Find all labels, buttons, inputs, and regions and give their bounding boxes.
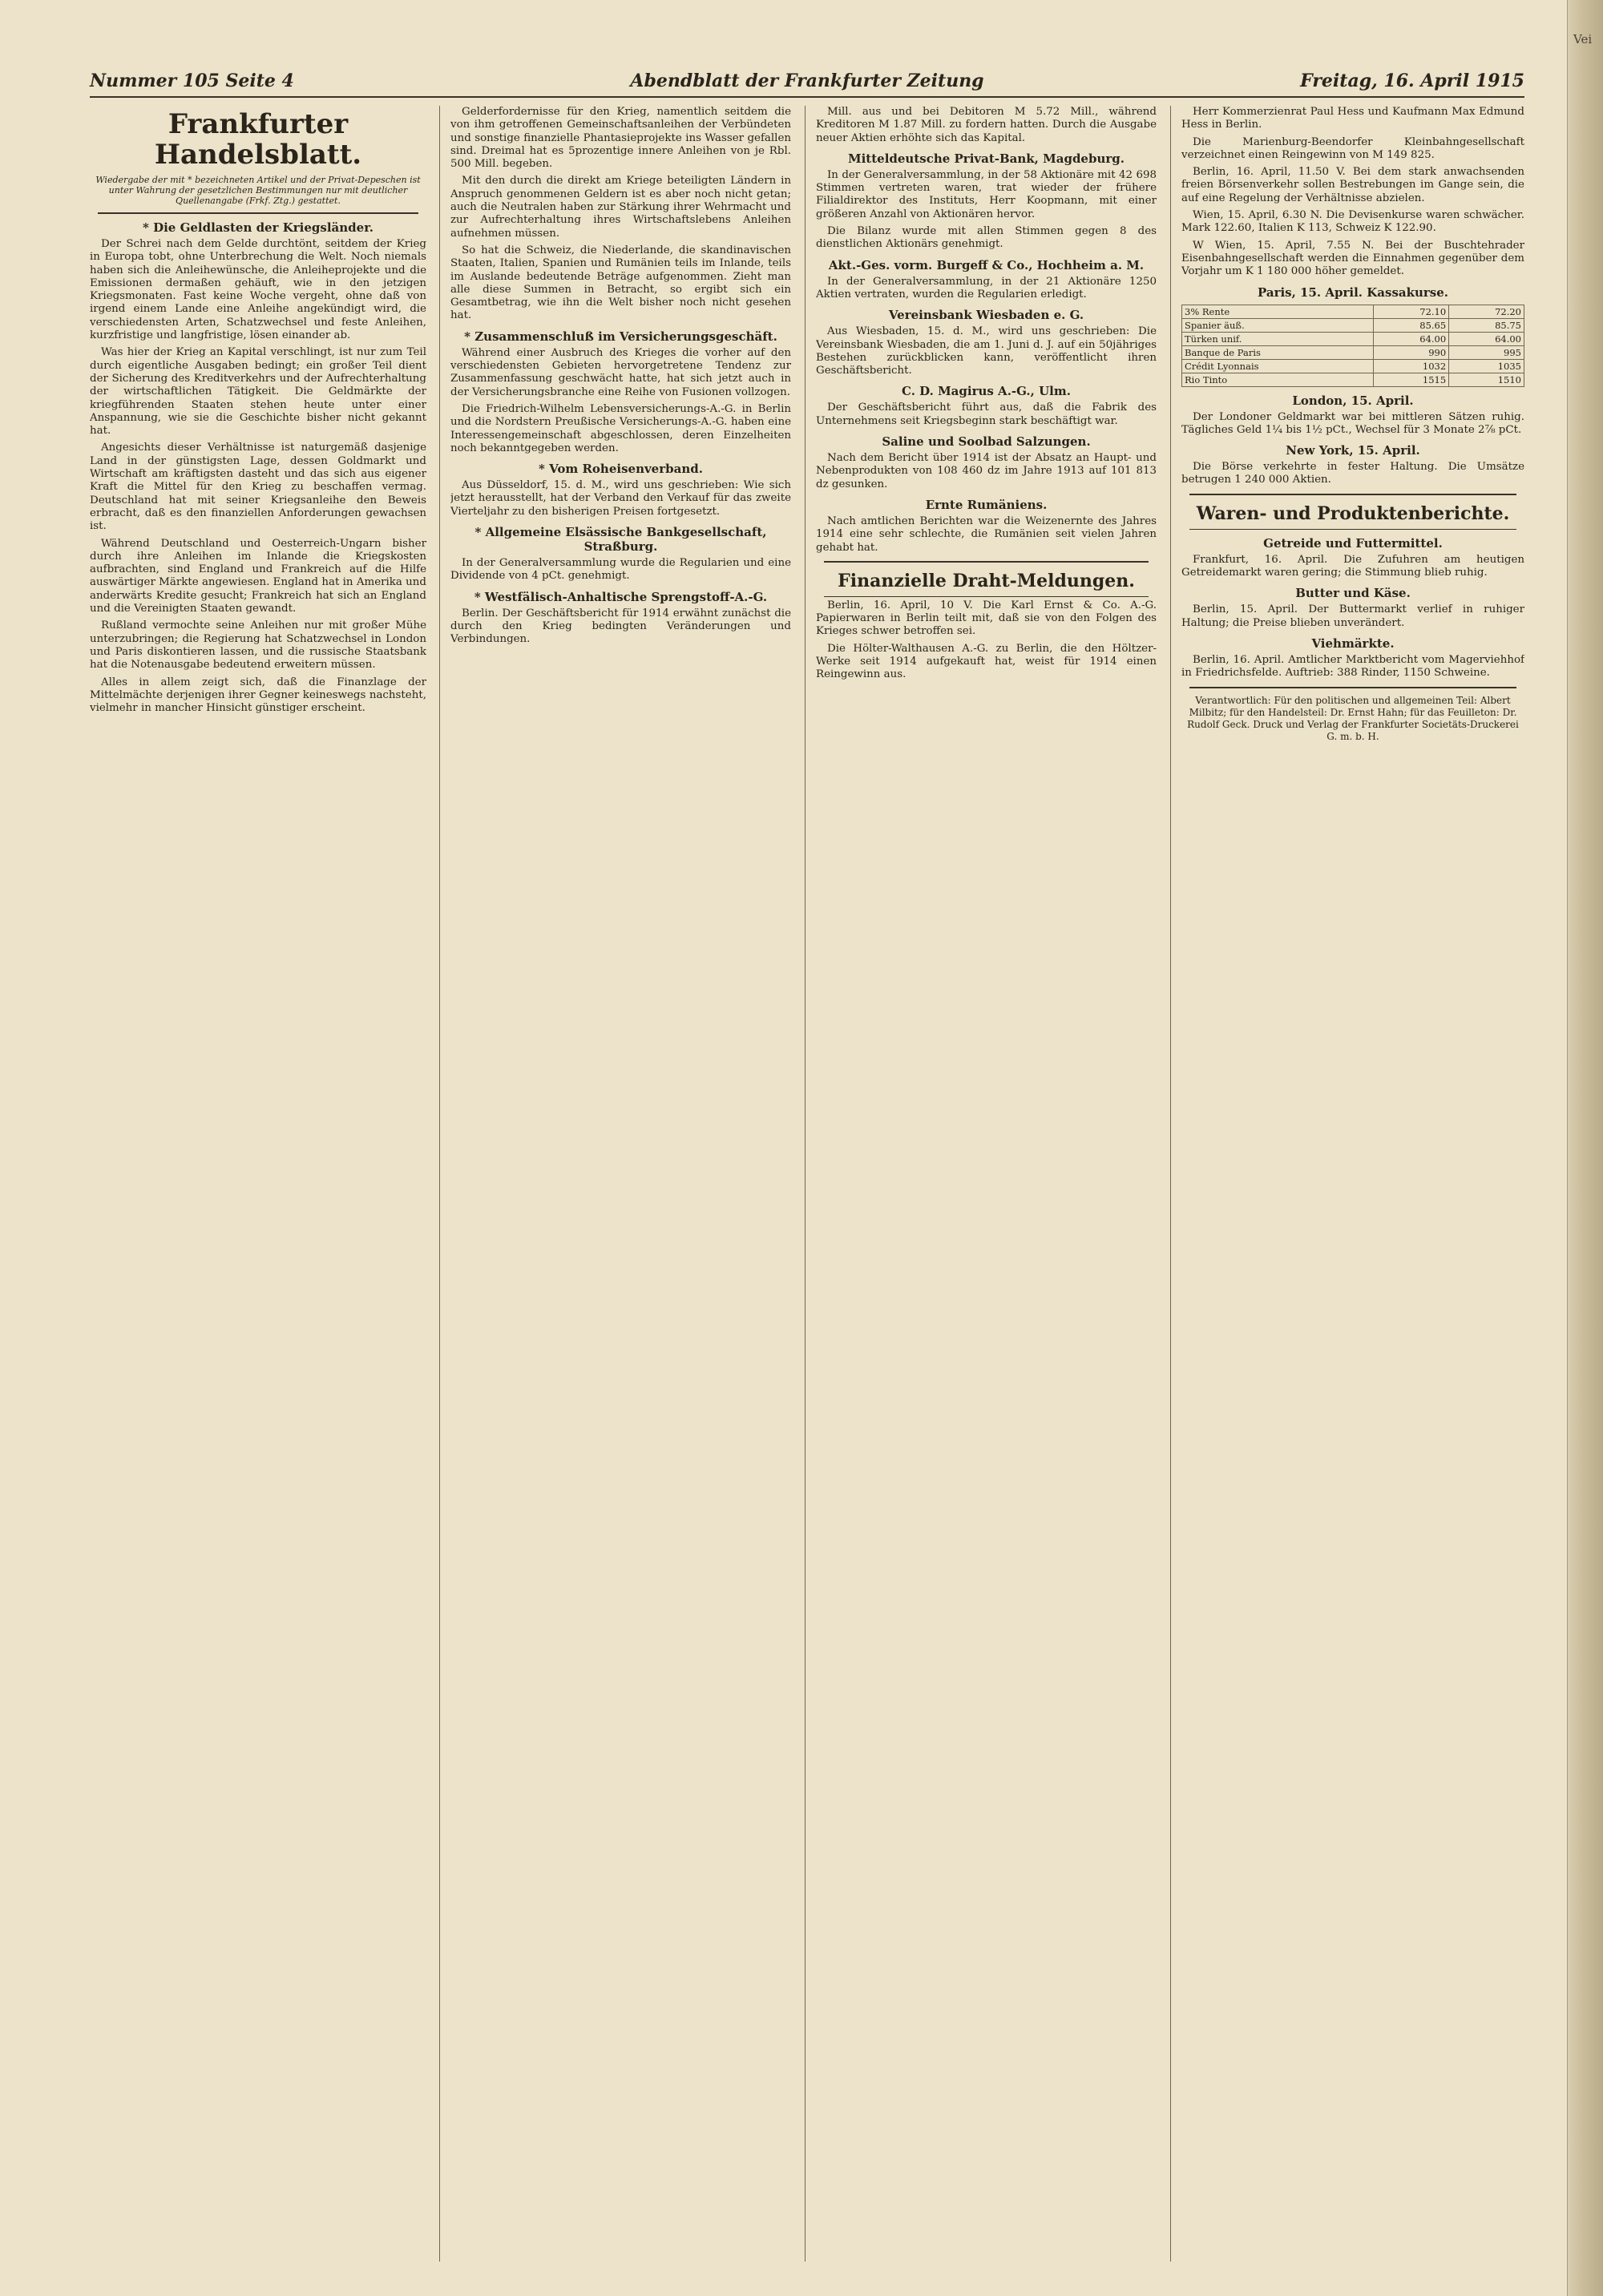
paragraph: W Wien, 15. April, 7.55 N. Bei der Buschtehrader Eisenbahngesellschaft werden die Einnahmen gegenüber dem Vorjahr um K 1 180 000 höher gemeldet. xyxy=(1181,239,1524,278)
table-cell: 1510 xyxy=(1449,373,1524,386)
table-row xyxy=(1182,332,1524,345)
table-cell: 85.65 xyxy=(1374,318,1449,332)
notice-text: Frankfurt, 16. April. Die Zufuhren am heutigen Getreidemarkt waren gering; die Stimmung blieb ruhig. xyxy=(1181,553,1524,579)
notice-heading: Mitteldeutsche Privat-Bank, Magdeburg. xyxy=(848,151,1125,166)
notice-text: Aus Düsseldorf, 15. d. M., wird uns geschrieben: Wie sich jetzt herausstellt, hat der Verband den Verkauf für das zweite Vierteljahr zu den bisherigen Preisen fortgesetzt. xyxy=(450,479,791,518)
paragraph: Der Schrei nach dem Gelde durchtönt, seitdem der Krieg in Europa tobt, ohne Unterbrechung die Welt. Noch niemals haben sich die Anleihewünsche, die Anleiheprojekte und die Emissionen dermaßen gehäuft, wie in den jetzigen Kriegsmonaten. Fast keine Woche vergeht, ohne daß von irgend einem Lande eine Anleihe angekündigt wird, die verschiedensten Arten, Schatzwechsel und feste Anleihen, kurzfristige und langfristige, lösen einander ab. xyxy=(90,238,426,342)
paragraph: So hat die Schweiz, die Niederlande, die skandinavischen Staaten, Italien, Spanien und Rumänien teils im Inlande, teils im Auslande bedeutende Beträge aufgenommen. Zieht man alle diese Summen in Betracht, so ergibt sich ein Gesamtbetrag, wie ihn die Welt bisher noch nicht gesehen hat. xyxy=(450,244,791,322)
telegram: Die Hölter-Walthausen A.-G. zu Berlin, die den Höltzer-Werke seit 1914 aufgekauft hat, weist für 1914 einen Reingewinn aus. xyxy=(816,642,1157,681)
notice-text: In der Generalversammlung, in der 21 Aktionäre 1250 Aktien vertraten, wurden die Regularien erledigt. xyxy=(816,275,1157,301)
notice-text: In der Generalversammlung wurde die Regularien und eine Dividende von 4 pCt. genehmigt. xyxy=(450,557,791,583)
reprint-note: Wiedergabe der mit * bezeichneten Artikel und der Privat-Depeschen ist unter Wahrung der gesetzlichen Bestimmungen nur mit deutlicher Quellenangabe (Frkf. Ztg.) gestattet. xyxy=(95,175,421,206)
notice-heading: Akt.-Ges. vorm. Burgeff & Co., Hochheim a. M. xyxy=(828,257,1145,272)
paragraph: Die Bilanz wurde mit allen Stimmen gegen 8 des dienstlichen Aktionärs genehmigt. xyxy=(816,225,1157,251)
divider xyxy=(1189,687,1516,688)
table-row xyxy=(1182,318,1524,332)
notice-text: Die Börse verkehrte in fester Haltung. Die Umsätze betrugen 1 240 000 Aktien. xyxy=(1181,461,1524,486)
page-gutter xyxy=(1567,0,1603,2296)
paragraph: Was hier der Krieg an Kapital verschlingt, ist nur zum Teil durch eigentliche Ausgaben bedingt; ein großer Teil dient der Sicherung des Kreditverkehrs und der Aufrechterhaltung der wirtschaftlichen Tätigkeit. Die Geldmärkte der kriegführenden Staaten stehen heute unter einer Anspannung, wie sie die Geschichte bisher nicht gekannt hat. xyxy=(90,346,426,438)
notice-heading: * Westfälisch-Anhaltische Sprengstoff-A.-G. xyxy=(474,589,768,604)
telegram: Berlin, 16. April, 10 V. Die Karl Ernst & Co. A.-G. Papierwaren in Berlin teilt mit, daß sie von den Folgen des Krieges schwer betroffen sei. xyxy=(816,599,1157,638)
notice-text: Berlin, 15. April. Der Buttermarkt verlief in ruhiger Haltung; die Preise blieben unverändert. xyxy=(1181,603,1524,629)
column-rule xyxy=(1170,106,1171,2262)
notice-heading: Butter und Käse. xyxy=(1295,586,1411,601)
notice-text: Der Geschäftsbericht führt aus, daß die Fabrik des Unternehmens seit Kriegsbeginn stark beschäftigt war. xyxy=(816,401,1157,427)
column-rule xyxy=(439,106,440,2262)
article-heading: * Zusammenschluß im Versicherungsgeschäft. xyxy=(464,329,777,344)
notice-text: Aus Wiesbaden, 15. d. M., wird uns geschrieben: Die Vereinsbank Wiesbaden, die am 1. Juni d. J. auf ein 50jähriges Bestehen zurückblicken kann, veröffentlicht ihren Geschäftsbericht. xyxy=(816,325,1157,377)
notice-heading: * Allgemeine Elsässische Bankgesellschaft, Straßburg. xyxy=(474,525,767,555)
column-4 xyxy=(1181,106,1524,2262)
notice-text: Berlin. Der Geschäftsbericht für 1914 erwähnt zunächst die durch den Krieg bedingten Veränderungen und Verbindungen. xyxy=(450,607,791,646)
divider xyxy=(1189,494,1516,495)
paragraph: Wien, 15. April, 6.30 N. Die Devisenkurse waren schwächer. Mark 122.60, Italien K 113, Schweiz K 122.90. xyxy=(1181,209,1524,235)
table-row xyxy=(1182,359,1524,373)
paragraph: Rußland vermochte seine Anleihen nur mit großer Mühe unterzubringen; die Regierung hat Schatzwechsel in London und Paris diskontieren lassen, und die russische Staatsbank hat die Notenausgabe bedeutend erweitern müssen. xyxy=(90,619,426,672)
notice-heading: London, 15. April. xyxy=(1292,393,1414,408)
notice-text: Berlin, 16. April. Amtlicher Marktbericht vom Magerviehhof in Friedrichsfelde. Auftrieb: 388 Rinder, 1150 Schweine. xyxy=(1181,653,1524,680)
paragraph: Die Friedrich-Wilhelm Lebensversicherungs-A.-G. in Berlin und die Nordstern Preußische Versicherungs-A.-G. haben eine Interessengemeinschaft abgeschlossen, deren Einzelheiten noch bekanntgegeben werden. xyxy=(450,402,791,454)
table-cell: 1032 xyxy=(1374,359,1449,373)
paris-rates-table xyxy=(1181,305,1524,387)
paragraph: Gelderfordernisse für den Krieg, namentlich seitdem die von ihm getroffenen Gemeinschaftsanleihen der Verbündeten und sonstige finanzielle Phantasieprojekte ins Wasser gefallen sind. Dreimal hat es 5prozentige innere Anleihen von je Rbl. 500 Mill. begeben. xyxy=(450,106,791,171)
notice-text: Nach amtlichen Berichten war die Weizenernte des Jahres 1914 eine sehr schlechte, die Rumänien seit vielen Jahren gehabt hat. xyxy=(816,514,1157,554)
paragraph: Mill. aus und bei Debitoren M 5.72 Mill., während Kreditoren M 1.87 Mill. zu fordern hatten. Durch die Ausgabe neuer Aktien erhöhte sich das Kapital. xyxy=(816,106,1157,144)
next-page-edge-text: Vei xyxy=(1573,32,1593,46)
notice-text: Der Londoner Geldmarkt war bei mittleren Sätzen ruhig. Tägliches Geld 1¼ bis 1½ pCt., Wechsel für 3 Monate 2⅞ pCt. xyxy=(1181,410,1524,436)
table-cell: Rio Tinto xyxy=(1182,373,1374,386)
rates-heading: Paris, 15. April. Kassakurse. xyxy=(1257,284,1449,300)
notice-heading: Vereinsbank Wiesbaden e. G. xyxy=(888,308,1084,323)
notice-text: Nach dem Bericht über 1914 ist der Absatz an Haupt- und Nebenprodukten von 108 460 dz im Jahre 1913 auf 101 813 dz gesunken. xyxy=(816,452,1157,490)
notice-heading: Saline und Soolbad Salzungen. xyxy=(882,434,1091,450)
table-cell: Banque de Paris xyxy=(1182,345,1374,359)
paragraph: Während einer Ausbruch des Krieges die vorher auf den verschiedensten Gebieten hervorgetretene Tendenz zur Zusammenfassung geschwächt hatte, hat sich jetzt auch in der Versicherungsbranche eine Reihe von Fusionen vollzogen. xyxy=(450,346,791,398)
notice-text: In der Generalversammlung, in der 58 Aktionäre mit 42 698 Stimmen vertreten waren, trat wieder der frühere Filialdirektor des Instituts, Herr Koopmann, mit einer größeren Anzahl von Aktionären hervor. xyxy=(816,168,1157,220)
column-3 xyxy=(816,106,1157,2262)
notice-heading: * Vom Roheisenverband. xyxy=(539,462,703,477)
paragraph: Mit den durch die direkt am Kriege beteiligten Ländern in Anspruch genommenen Geldern ist es aber noch nicht getan; auch die Neutralen haben zur Stärkung ihrer Wehrmacht und zur Aufrechterhaltung ihres Wirtschaftslebens Anleihen aufnehmen müssen. xyxy=(450,175,791,240)
section-title: Frankfurter Handelsblatt. xyxy=(154,108,362,171)
divider xyxy=(824,596,1149,597)
column-rule xyxy=(805,106,806,2262)
issue-number: Nummer 105 Seite 4 xyxy=(90,71,294,91)
table-cell: 64.00 xyxy=(1374,332,1449,345)
table-cell: 64.00 xyxy=(1449,332,1524,345)
paragraph: Berlin, 16. April, 11.50 V. Bei dem stark anwachsenden freien Börsenverkehr sollen Bestrebungen im Gange sein, die auf eine Regelung der Verhältnisse abzielen. xyxy=(1181,166,1524,204)
divider xyxy=(1189,529,1516,530)
paragraph: Alles in allem zeigt sich, daß die Finanzlage der Mittelmächte derjenigen ihrer Gegner keineswegs nachsteht, vielmehr in mancher Hinsicht günstiger erscheint. xyxy=(90,676,426,715)
paragraph: Während Deutschland und Oesterreich-Ungarn bisher durch ihre Anleihen im Inlande die Kriegskosten aufbrachten, sind England und Frankreich auf die Hilfe auswärtiger Märkte angewiesen. England hat in Amerika und anderwärts Kredite gesucht; Frankreich hat sich an England und die Vereinigten Staaten gewandt. xyxy=(90,537,426,615)
table-row xyxy=(1182,345,1524,359)
section-title-telegrams: Finanzielle Draht-Meldungen. xyxy=(838,570,1135,591)
notice-heading: Viehmärkte. xyxy=(1311,636,1395,651)
column-1 xyxy=(90,106,426,2262)
masthead: Abendblatt der Frankfurter Zeitung xyxy=(630,71,984,91)
table-cell: Crédit Lyonnais xyxy=(1182,359,1374,373)
table-cell: 1515 xyxy=(1374,373,1449,386)
column-2 xyxy=(450,106,791,2262)
paragraph: Angesichts dieser Verhältnisse ist naturgemäß dasjenige Land in der günstigsten Lage, dessen Goldmarkt und Wirtschaft am kräftigsten dasteht und das sich aus eigener Kraft die Mittel für den Krieg zu beschaffen vermag. Deutschland hat mit seiner Kriegsanleihe den Beweis erbracht, daß es den finanziellen Anforderungen gewachsen ist. xyxy=(90,442,426,533)
section-title-commodities: Waren- und Produktenberichte. xyxy=(1196,502,1510,524)
issue-date: Freitag, 16. April 1915 xyxy=(1300,71,1524,91)
divider xyxy=(824,561,1149,563)
article-heading: * Die Geldlasten der Kriegsländer. xyxy=(143,220,373,235)
notice-heading: Getreide und Futtermittel. xyxy=(1263,535,1443,551)
table-cell: 85.75 xyxy=(1449,318,1524,332)
table-cell: 72.10 xyxy=(1374,305,1449,318)
table-row xyxy=(1182,305,1524,318)
table-cell: Türken unif. xyxy=(1182,332,1374,345)
notice-heading: New York, 15. April. xyxy=(1286,443,1420,458)
table-cell: 3% Rente xyxy=(1182,305,1374,318)
table-cell: 995 xyxy=(1449,345,1524,359)
page-header xyxy=(90,69,1524,98)
table-cell: 990 xyxy=(1374,345,1449,359)
notice-heading: C. D. Magirus A.-G., Ulm. xyxy=(902,384,1071,399)
table-cell: Spanier äuß. xyxy=(1182,318,1374,332)
imprint: Verantwortlich: Für den politischen und allgemeinen Teil: Albert Milbitz; für den Handelsteil: Dr. Ernst Hahn; für das Feuilleton: Dr. Rudolf Geck. Druck und Verlag der Frankfurter Societäts-Druckerei G. m. b. H. xyxy=(1187,694,1519,742)
paragraph: Herr Kommerzienrat Paul Hess und Kaufmann Max Edmund Hess in Berlin. xyxy=(1181,106,1524,131)
table-cell: 72.20 xyxy=(1449,305,1524,318)
divider xyxy=(98,212,418,214)
notice-heading: Ernte Rumäniens. xyxy=(925,497,1048,512)
paragraph: Die Marienburg-Beendorfer Kleinbahngesellschaft verzeichnet einen Reingewinn von M 149 825. xyxy=(1181,135,1524,161)
table-cell: 1035 xyxy=(1449,359,1524,373)
table-row xyxy=(1182,373,1524,386)
